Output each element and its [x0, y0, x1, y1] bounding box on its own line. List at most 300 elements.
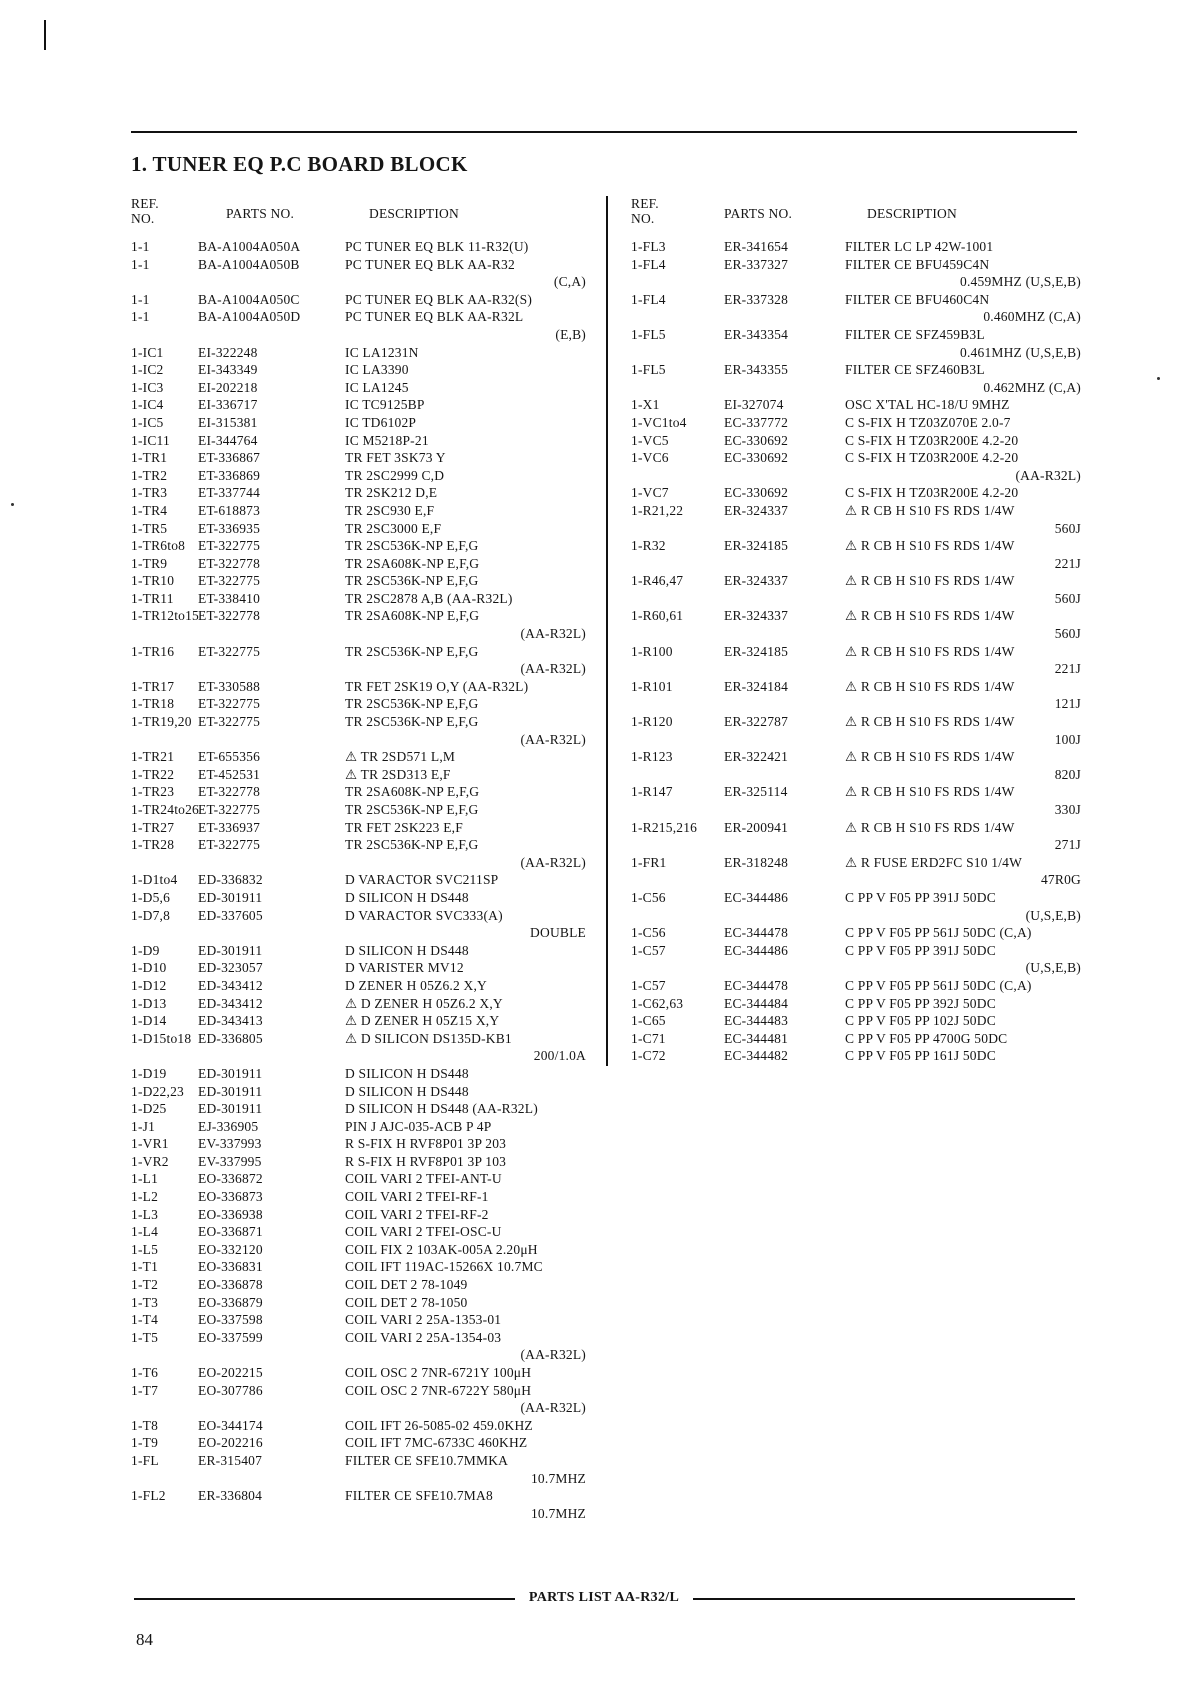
description: C PP V F05 PP 391J 50DC [845, 942, 996, 958]
parts-no: EV-337995 [198, 1153, 262, 1169]
table-row [631, 1030, 1081, 1048]
table-row-continuation [131, 1346, 586, 1364]
ref-no: 1-D7,8 [131, 907, 171, 923]
description: COIL VARI 2 TFEI-RF-1 [345, 1189, 489, 1205]
description: PC TUNER EQ BLK AA-R32(S) [345, 291, 533, 307]
table-row [631, 414, 1081, 432]
parts-list-left [131, 238, 586, 1522]
description: ⚠ R FUSE ERD2FC S10 1/4W [845, 854, 1023, 870]
ref-no: 1-TR16 [131, 643, 175, 659]
description-continuation: (AA-R32L) [520, 626, 586, 642]
description: D ZENER H 05Z6.2 X,Y [345, 977, 487, 993]
table-row [131, 942, 586, 960]
description-continuation: (AA-R32L) [520, 1400, 586, 1416]
description: C PP V F05 PP 392J 50DC [845, 995, 996, 1011]
parts-no: ER-315407 [198, 1452, 263, 1468]
table-row [131, 256, 586, 274]
description: IC TD6102P [345, 414, 417, 430]
parts-no: EI-202218 [198, 379, 258, 395]
column-divider [606, 196, 608, 1066]
ref-no: 1-FL5 [631, 326, 666, 342]
ref-no: 1-J1 [131, 1118, 156, 1134]
table-row [631, 396, 1081, 414]
description: C S-FIX H TZ03R200E 4.2-20 [845, 485, 1019, 501]
description: D VARACTOR SVC211SP [345, 872, 499, 888]
description: FILTER LC LP 42W-1001 [845, 239, 994, 254]
parts-column-left [131, 196, 586, 1522]
description: ⚠ R CB H S10 FS RDS 1/4W [845, 643, 1015, 659]
table-row [631, 889, 1081, 907]
ref-no: 1-FL4 [631, 291, 666, 307]
table-row [631, 713, 1081, 731]
parts-no: EO-344174 [198, 1417, 263, 1433]
parts-no: ET-322775 [198, 643, 261, 659]
column-header [631, 196, 1081, 232]
description: C PP V F05 PP 561J 50DC (C,A) [845, 977, 1032, 993]
ref-no: 1-TR4 [131, 502, 168, 518]
ref-no: 1-C65 [631, 1013, 666, 1029]
description: IC LA3390 [345, 362, 409, 378]
parts-no: EO-336878 [198, 1277, 263, 1293]
table-row [131, 1364, 586, 1382]
parts-no: ED-301911 [198, 942, 263, 958]
description: D SILICON H DS448 [345, 889, 469, 905]
ref-no: 1-VC1to4 [631, 414, 687, 430]
ref-no: 1-TR11 [131, 590, 174, 606]
table-row [631, 643, 1081, 661]
parts-no: EC-330692 [724, 485, 789, 501]
table-row [131, 1487, 586, 1505]
description: COIL DET 2 78-1050 [345, 1294, 468, 1310]
ref-no: 1-IC11 [131, 432, 170, 448]
parts-no: ER-324337 [724, 608, 789, 624]
ref-no: 1-T2 [131, 1277, 159, 1293]
ref-no: 1-D19 [131, 1065, 167, 1081]
description: TR FET 3SK73 Y [345, 450, 446, 466]
ref-no: 1-IC4 [131, 397, 164, 413]
parts-no: ET-330588 [198, 678, 261, 694]
table-row [631, 537, 1081, 555]
description: COIL OSC 2 7NR-6722Y 580μH [345, 1382, 532, 1398]
ref-no: 1-L4 [131, 1224, 159, 1240]
table-row [631, 1012, 1081, 1030]
parts-no: EO-307786 [198, 1382, 263, 1398]
table-row-continuation [631, 273, 1081, 291]
ref-no: 1-C56 [631, 925, 666, 941]
table-row-continuation [631, 467, 1081, 485]
table-row [131, 695, 586, 713]
ref-no: 1-TR12to15 [131, 608, 199, 624]
table-row [131, 396, 586, 414]
description: FILTER CE SFE10.7MA8 [345, 1488, 493, 1504]
parts-no: EC-344486 [724, 942, 789, 958]
description: ⚠ D SILICON DS135D-KB1 [345, 1030, 512, 1046]
description: FILTER CE BFU459C4N [845, 256, 990, 272]
scan-dot [1157, 377, 1160, 380]
parts-no: ET-322778 [198, 555, 261, 571]
description: COIL IFT 7MC-6733C 460KHZ [345, 1435, 528, 1451]
ref-no: 1-R46,47 [631, 573, 684, 589]
description: ⚠ TR 2SD571 L,M [345, 749, 456, 765]
table-row [131, 1329, 586, 1347]
ref-no: 1-TR24to26 [131, 802, 199, 817]
description-continuation: 221J [1054, 555, 1081, 571]
table-row [631, 783, 1081, 801]
parts-no: ET-322778 [198, 784, 261, 800]
ref-no: 1-IC2 [131, 362, 164, 378]
ref-no: 1-FL2 [131, 1488, 166, 1504]
parts-no: EC-344478 [724, 977, 789, 993]
description-continuation: (AA-R32L) [520, 661, 586, 677]
parts-no: EC-344486 [724, 889, 789, 905]
description-continuation: DOUBLE [530, 925, 586, 941]
table-row [131, 590, 586, 608]
parts-no: EC-344482 [724, 1048, 789, 1064]
ref-no: 1-TR28 [131, 837, 175, 853]
ref-no: 1-VC7 [631, 485, 669, 501]
description-continuation: (C,A) [553, 274, 586, 290]
parts-no: EO-332120 [198, 1241, 263, 1257]
parts-no: ET-336867 [198, 450, 261, 466]
description: ⚠ R CB H S10 FS RDS 1/4W [845, 502, 1015, 518]
description: FILTER CE SFZ460B3L [845, 362, 985, 378]
ref-no: 1-R100 [631, 643, 673, 659]
parts-no: ER-341654 [724, 239, 789, 254]
table-row [131, 1452, 586, 1470]
parts-no: EC-344478 [724, 925, 789, 941]
table-row [631, 924, 1081, 942]
parts-no: EI-315381 [198, 414, 258, 430]
ref-no: 1-D12 [131, 977, 167, 993]
table-row [131, 1223, 586, 1241]
description: FILTER CE SFZ459B3L [845, 326, 985, 342]
ref-no: 1-R32 [631, 538, 666, 554]
table-row-continuation [131, 924, 586, 942]
parts-no: ER-343354 [724, 326, 789, 342]
ref-no: 1-L3 [131, 1206, 159, 1222]
parts-no: ET-337744 [198, 485, 261, 501]
description-continuation: (U,S,E,B) [1025, 960, 1081, 976]
ref-no: 1-1 [131, 239, 150, 254]
table-row [131, 502, 586, 520]
description: TR 2SC2999 C,D [345, 467, 445, 483]
ref-no: 1-FL4 [631, 256, 666, 272]
ref-no: 1-FR1 [631, 854, 667, 870]
description: TR 2SC536K-NP E,F,G [345, 643, 479, 659]
ref-no: 1-TR17 [131, 678, 175, 694]
ref-no: 1-R123 [631, 749, 673, 765]
ref-no: 1-T9 [131, 1435, 159, 1451]
ref-no: 1-C57 [631, 942, 666, 958]
parts-no: EC-337772 [724, 414, 789, 430]
description-continuation: 271J [1054, 837, 1081, 853]
parts-no: ER-337328 [724, 291, 789, 307]
ref-no: 1-IC5 [131, 414, 164, 430]
table-row [631, 291, 1081, 309]
description: C PP V F05 PP 391J 50DC [845, 889, 996, 905]
table-row [131, 871, 586, 889]
table-row [131, 977, 586, 995]
table-row [131, 1153, 586, 1171]
table-row [131, 819, 586, 837]
table-row-continuation [631, 520, 1081, 538]
description: COIL VARI 2 TFEI-ANT-U [345, 1171, 502, 1187]
parts-no-header: PARTS NO. [226, 206, 295, 221]
parts-no: EC-344483 [724, 1013, 789, 1029]
table-row [131, 1241, 586, 1259]
parts-no: EO-336879 [198, 1294, 263, 1310]
ref-no: 1-D13 [131, 995, 167, 1011]
parts-no: ER-336804 [198, 1488, 263, 1504]
description: ⚠ D ZENER H 05Z15 X,Y [345, 1013, 500, 1029]
table-row [131, 238, 586, 256]
table-row [631, 449, 1081, 467]
ref-no: 1-IC3 [131, 379, 164, 395]
description: TR 2SA608K-NP E,F,G [345, 608, 480, 624]
description-continuation: (E,B) [555, 326, 586, 342]
description: PC TUNER EQ BLK AA-R32 [345, 256, 515, 272]
ref-no: 1-TR3 [131, 485, 168, 501]
table-row [631, 326, 1081, 344]
description: COIL VARI 2 25A-1353-01 [345, 1312, 502, 1328]
description-continuation: 560J [1054, 520, 1081, 536]
ref-no: 1-D14 [131, 1013, 167, 1029]
parts-no: ED-323057 [198, 960, 263, 976]
ref-no: 1-R60,61 [631, 608, 684, 624]
table-row [131, 484, 586, 502]
description: COIL VARI 2 TFEI-OSC-U [345, 1224, 502, 1240]
description: TR 2SC536K-NP E,F,G [345, 837, 479, 853]
parts-no: ET-452531 [198, 766, 261, 782]
parts-no: EI-327074 [724, 397, 784, 413]
description-continuation: (AA-R32L) [520, 1347, 586, 1363]
parts-no: ER-200941 [724, 819, 789, 835]
table-row [131, 907, 586, 925]
description: ⚠ TR 2SD313 E,F [345, 766, 451, 782]
table-row [131, 1206, 586, 1224]
parts-no: ER-324337 [724, 573, 789, 589]
ref-no: 1-L5 [131, 1241, 159, 1257]
table-row-continuation [631, 344, 1081, 362]
parts-no: ER-337327 [724, 256, 789, 272]
description: COIL VARI 2 TFEI-RF-2 [345, 1206, 489, 1222]
parts-no: ET-655356 [198, 749, 261, 765]
ref-no: 1-R215,216 [631, 819, 698, 835]
table-row [131, 1276, 586, 1294]
description: IC M5218P-21 [345, 432, 429, 448]
description-continuation: 121J [1054, 696, 1081, 712]
table-row-continuation [131, 731, 586, 749]
table-row-continuation [131, 1047, 586, 1065]
table-row [131, 520, 586, 538]
description: ⚠ D ZENER H 05Z6.2 X,Y [345, 995, 503, 1011]
description: D SILICON H DS448 [345, 1083, 469, 1099]
table-row-continuation [131, 854, 586, 872]
parts-no: ER-324337 [724, 502, 789, 518]
parts-no: EO-336938 [198, 1206, 263, 1222]
parts-no: ET-322775 [198, 538, 261, 554]
description: COIL IFT 119AC-15266X 10.7MC [345, 1259, 543, 1275]
parts-no: EI-336717 [198, 397, 258, 413]
description: TR 2SC3000 E,F [345, 520, 442, 536]
table-row [631, 748, 1081, 766]
table-row [131, 766, 586, 784]
parts-no: ET-322775 [198, 573, 261, 589]
table-row [131, 1417, 586, 1435]
description-continuation: 47R0G [1040, 872, 1081, 888]
table-row [131, 414, 586, 432]
description: D VARISTER MV12 [345, 960, 464, 976]
table-row [631, 977, 1081, 995]
footer-rule [134, 1598, 515, 1600]
page-number: 84 [136, 1630, 153, 1649]
description: FILTER CE SFE10.7MMKA [345, 1452, 509, 1468]
table-row [131, 995, 586, 1013]
description: ⚠ R CB H S10 FS RDS 1/4W [845, 784, 1015, 800]
table-row [631, 678, 1081, 696]
parts-no: EO-337599 [198, 1329, 263, 1345]
parts-no: ER-322787 [724, 714, 789, 730]
table-row [131, 291, 586, 309]
description: D SILICON H DS448 [345, 1065, 469, 1081]
ref-no: 1-L1 [131, 1171, 159, 1187]
ref-no: 1-1 [131, 309, 150, 325]
ref-no: 1-X1 [631, 397, 660, 413]
table-row [131, 678, 586, 696]
ref-no: 1-C62,63 [631, 995, 684, 1011]
table-row-continuation [131, 326, 586, 344]
parts-no-header: PARTS NO. [724, 206, 793, 221]
ref-no: 1-VC5 [631, 432, 669, 448]
description-continuation: 0.460MHZ (C,A) [983, 309, 1081, 325]
table-row [131, 748, 586, 766]
description-continuation: 100J [1054, 731, 1081, 747]
parts-no: ED-301911 [198, 1065, 263, 1081]
ref-no: 1-D25 [131, 1101, 167, 1117]
table-row [131, 379, 586, 397]
description: COIL FIX 2 103AK-005A 2.20μH [345, 1241, 538, 1257]
table-row [131, 1135, 586, 1153]
table-row [631, 256, 1081, 274]
table-row-continuation [631, 379, 1081, 397]
description-continuation: 221J [1054, 661, 1081, 677]
description-continuation: 200/1.0A [533, 1048, 586, 1064]
description: C S-FIX H TZ03R200E 4.2-20 [845, 450, 1019, 466]
description: ⚠ R CB H S10 FS RDS 1/4W [845, 538, 1015, 554]
ref-no: 1-C71 [631, 1030, 666, 1046]
description: IC TC9125BP [345, 397, 425, 413]
ref-no: 1-D5,6 [131, 889, 171, 905]
description: IC LA1245 [345, 379, 409, 395]
table-row [631, 854, 1081, 872]
description: C S-FIX H TZ03Z070E 2.0-7 [845, 414, 1011, 430]
parts-no: EJ-336905 [198, 1118, 259, 1134]
parts-no: ET-322775 [198, 714, 261, 730]
parts-no: ED-337605 [198, 907, 263, 923]
ref-no: 1-R147 [631, 784, 673, 800]
parts-no: ET-336935 [198, 520, 261, 536]
ref-no: 1-FL3 [631, 239, 666, 254]
ref-no: 1-R21,22 [631, 502, 684, 518]
ref-no: 1-T5 [131, 1329, 159, 1345]
description: ⚠ R CB H S10 FS RDS 1/4W [845, 608, 1015, 624]
column-header [131, 196, 586, 232]
description: ⚠ R CB H S10 FS RDS 1/4W [845, 819, 1015, 835]
table-row [131, 836, 586, 854]
ref-header: REF. NO. [131, 196, 159, 226]
parts-no: ET-336869 [198, 467, 261, 483]
parts-no: ED-343412 [198, 995, 263, 1011]
parts-no: ED-301911 [198, 1083, 263, 1099]
table-row [131, 643, 586, 661]
table-row [131, 959, 586, 977]
description-continuation: (AA-R32L) [520, 731, 586, 747]
table-row [631, 502, 1081, 520]
parts-no: EO-336871 [198, 1224, 263, 1240]
parts-no: ED-336832 [198, 872, 263, 888]
scan-mark [44, 20, 46, 50]
table-row [131, 537, 586, 555]
table-row-continuation [631, 766, 1081, 784]
ref-no: 1-TR6to8 [131, 538, 186, 554]
description: TR 2SC536K-NP E,F,G [345, 714, 479, 730]
description: D SILICON H DS448 (AA-R32L) [345, 1101, 538, 1117]
ref-no: 1-VC6 [631, 450, 669, 466]
table-row [131, 713, 586, 731]
parts-no: ER-322421 [724, 749, 789, 765]
parts-no: ET-322778 [198, 608, 261, 624]
table-row [131, 555, 586, 573]
table-row [131, 1118, 586, 1136]
scan-dot [11, 503, 14, 506]
description: C S-FIX H TZ03R200E 4.2-20 [845, 432, 1019, 448]
parts-no: BA-A1004A050C [198, 291, 300, 307]
description: COIL IFT 26-5085-02 459.0KHZ [345, 1417, 533, 1433]
table-row [631, 995, 1081, 1013]
table-row-continuation [631, 801, 1081, 819]
description-continuation: 560J [1054, 590, 1081, 606]
parts-no: ER-324185 [724, 538, 789, 554]
top-rule [131, 131, 1077, 133]
ref-no: 1-D9 [131, 942, 160, 958]
table-row [131, 1188, 586, 1206]
description: C PP V F05 PP 4700G 50DC [845, 1030, 1008, 1046]
parts-no: ET-322775 [198, 696, 261, 712]
table-row [131, 1065, 586, 1083]
parts-no: EO-202216 [198, 1435, 263, 1451]
table-row-continuation [631, 625, 1081, 643]
parts-no: ER-324185 [724, 643, 789, 659]
table-row [131, 449, 586, 467]
description-continuation: 820J [1054, 766, 1081, 782]
parts-no: ER-343355 [724, 362, 789, 378]
table-row [131, 1012, 586, 1030]
description-continuation: 0.459MHZ (U,S,E,B) [960, 274, 1081, 290]
description: TR 2SC536K-NP E,F,G [345, 538, 479, 554]
description-continuation: 330J [1054, 802, 1081, 817]
table-row [131, 361, 586, 379]
parts-no: ET-322775 [198, 837, 261, 853]
parts-no: EI-343349 [198, 362, 258, 378]
description-continuation: 10.7MHZ [530, 1470, 586, 1486]
parts-no: ET-618873 [198, 502, 261, 518]
table-row-continuation [131, 1470, 586, 1488]
description-continuation: 560J [1054, 626, 1081, 642]
description-header: DESCRIPTION [867, 206, 957, 221]
parts-no: EO-202215 [198, 1365, 263, 1380]
table-row [131, 801, 586, 819]
parts-no: EC-330692 [724, 432, 789, 448]
